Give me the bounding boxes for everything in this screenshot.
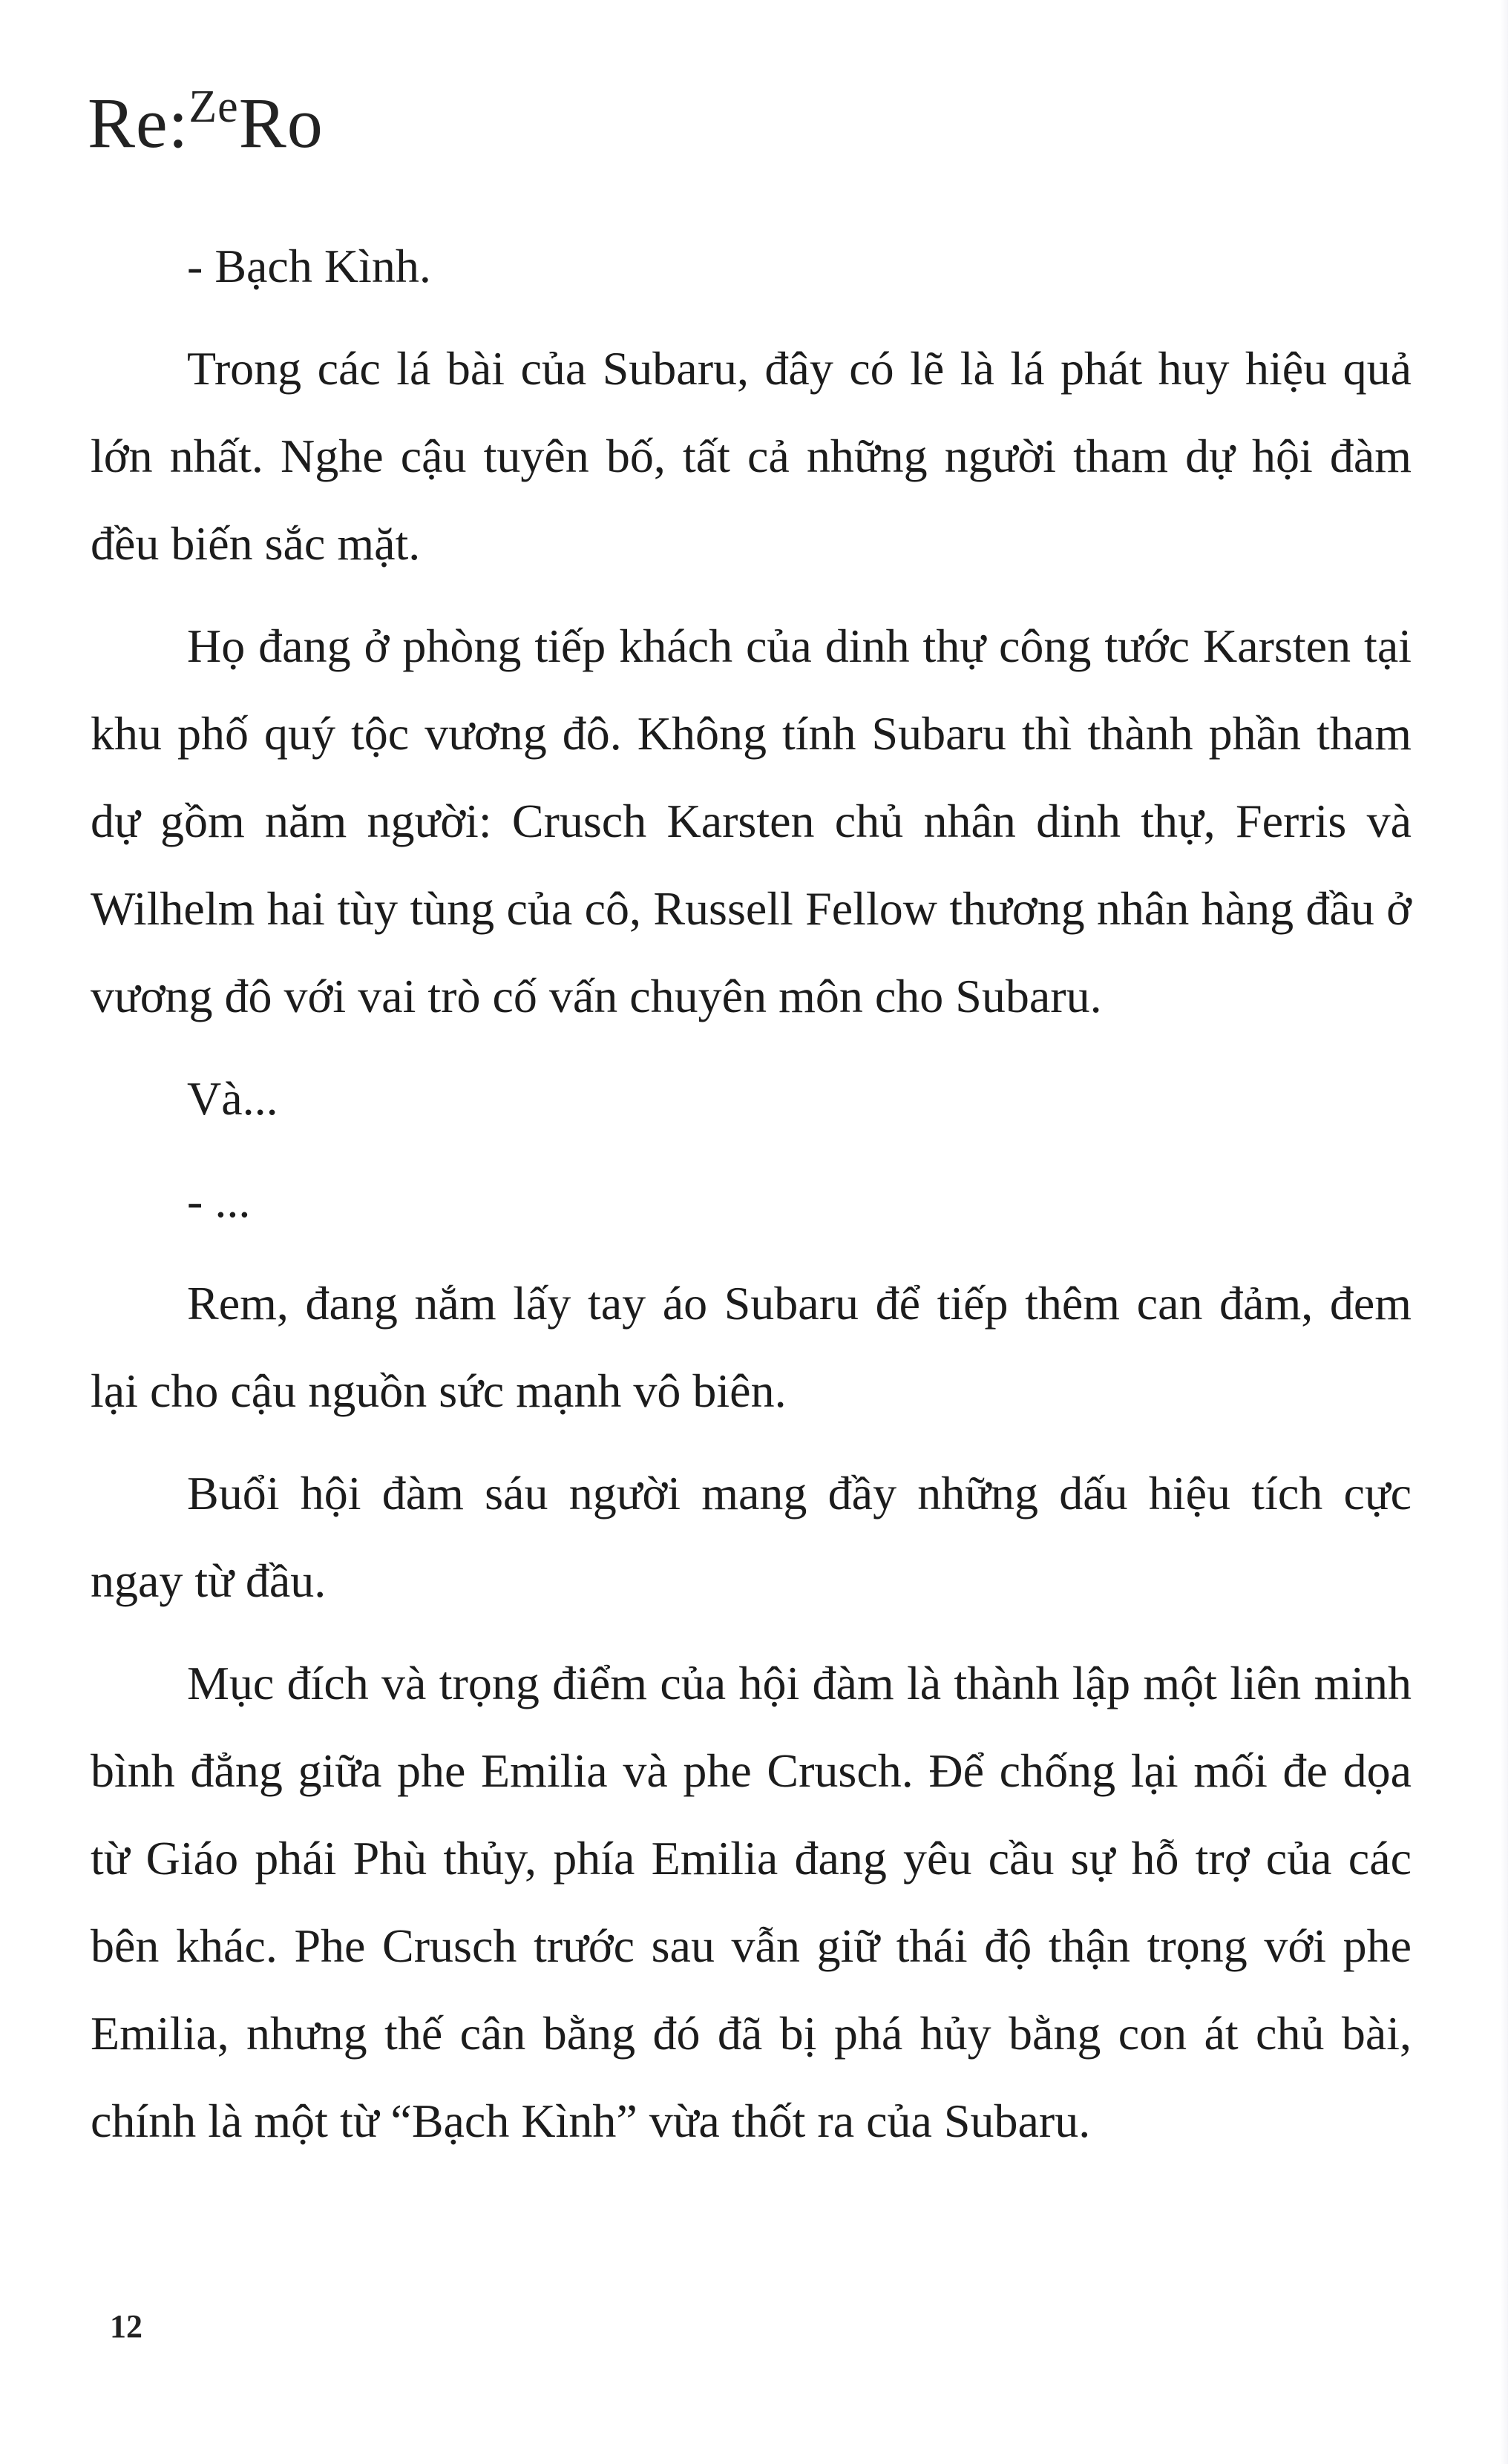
logo-text-sup: Ze [188, 82, 239, 132]
paragraph: Rem, đang nắm lấy tay áo Subaru để tiếp thêm can đảm, đem lại cho cậu nguồn sức mạnh vô biên. [91, 1277, 1412, 1417]
page-edge [1501, 0, 1508, 2464]
logo-text-end: Ro [238, 83, 324, 162]
paragraph: Trong các lá bài của Subaru, đây có lẽ là lá phát huy hiệu quả lớn nhất. Nghe cậu tuyên bố, tất cả những người tham dự hội đàm đều biến sắc mặt. [91, 342, 1412, 570]
paragraph: Buổi hội đàm sáu người mang đầy những dấu hiệu tích cực ngay từ đầu. [91, 1467, 1412, 1607]
paragraph: - ... [187, 1174, 251, 1227]
body-text [91, 223, 1412, 2180]
paragraph: Và... [187, 1072, 278, 1125]
page-number: 12 [110, 2308, 142, 2345]
paragraph: Mục đích và trọng điểm của hội đàm là thành lập một liên minh bình đẳng giữa phe Emilia và phe Crusch. Để chống lại mối đe dọa từ Giáo phái Phù thủy, phía Emilia đang yêu cầu sự hỗ trợ của các bên khác. Phe Crusch trước sau vẫn giữ thái độ thận trọng với phe Emilia, nhưng thế cân bằng đó đã bị phá hủy bằng con át chủ bài, chính là một từ “Bạch Kình” vừa thốt ra của Subaru. [91, 1657, 1412, 2147]
logo-text-main: Re: [88, 83, 189, 162]
series-logo [88, 82, 324, 162]
paragraph: - Bạch Kình. [187, 240, 431, 292]
paragraph: Họ đang ở phòng tiếp khách của dinh thự công tước Karsten tại khu phố quý tộc vương đô. Không tính Subaru thì thành phần tham dự gồm năm người: Crusch Karsten chủ nhân dinh thự, Ferris và Wilhelm hai tùy tùng của cô, Russell Fellow thương nhân hàng đầu ở vương đô với vai trò cố vấn chuyên môn cho Subaru. [91, 620, 1412, 1022]
